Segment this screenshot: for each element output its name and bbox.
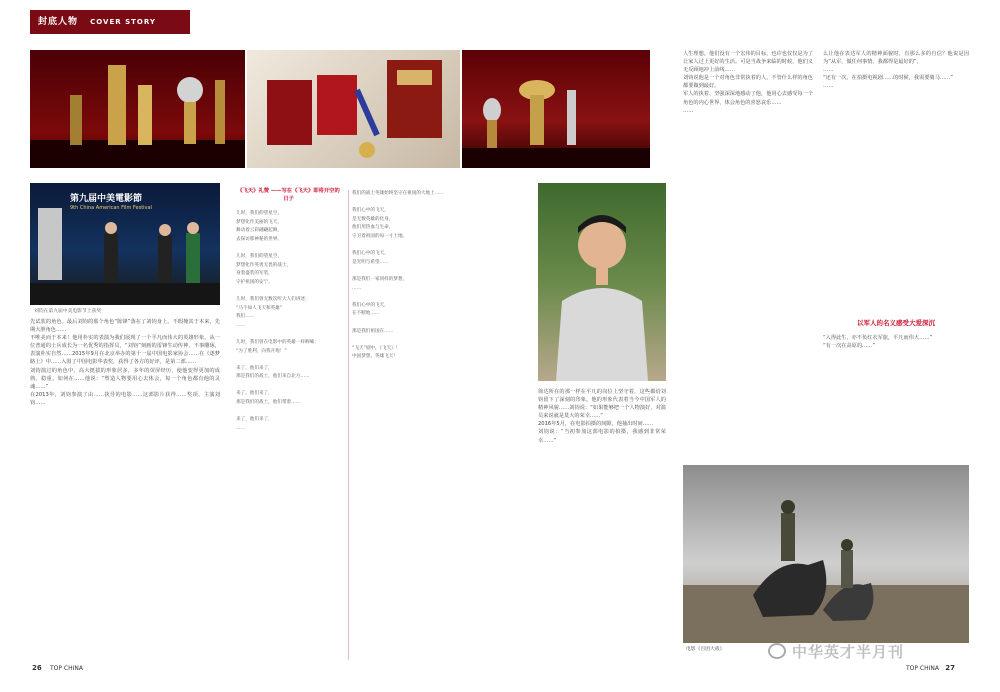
stage-illustration [30, 183, 220, 305]
body-column-2: 徐达所在的那一样在平凡的岗位上坚守着，这些都给刘钧留下了深刻的印象。他的形象代表着当今中国军人的精神风貌……刘钧说：“如果能够把一个人物演好，对演员来说就是莫大的荣幸……” 2016年5月，在电影拍摄的间隙，他抽出时间…… 刘钧说：“当初参加这部电影的拍摄，我感到非常荣幸……” [538, 389, 666, 444]
film-still-caption: 电影《百团大战》 [686, 647, 725, 652]
subheading: 以军人的名义感受大爱深沉 [857, 319, 935, 327]
wechat-icon [768, 643, 786, 659]
watermark-text: 中华英才半月刊 [792, 642, 905, 661]
left-folio [32, 664, 83, 672]
watermark-logo [768, 638, 978, 664]
right-page-number: 27 [945, 664, 955, 672]
section-label-en: COVER STORY [90, 18, 156, 26]
portrait-photo [538, 183, 666, 381]
film-still-photo [683, 465, 969, 643]
left-page-number: 26 [32, 664, 42, 672]
statuette-photo [462, 50, 650, 168]
left-magazine-name: TOP CHINA [49, 665, 83, 672]
poem-column-2: 我们的战士英雄始终坚守在祖国的大地上…… 我们心中的飞天， 是无数英雄的化身， 他们用热血与生命， 守卫着祖国的每一寸土地。 我们心中的飞天， 是光明与希望…… 那是我们一家同样的梦想， …… 我们心中的飞天， 在不断地…… 那是我们祖国在…… “飞天”剧中，《飞天》！ 中国梦想，英雄飞天！ [352, 191, 444, 360]
section-label-cn: 封底人物 [38, 17, 79, 27]
poem-divider [348, 190, 349, 660]
award-photo-caption: 刘钧在第九届中美电影节上获奖 [34, 309, 102, 314]
certificate-photo [247, 50, 460, 168]
award-banner: 第九届中美電影節 [70, 194, 143, 204]
right-magazine-name: TOP CHINA [906, 665, 939, 672]
portrait-illustration [538, 183, 666, 381]
award-photo [30, 183, 220, 305]
section-header [30, 10, 190, 34]
statuette-illustration [462, 50, 650, 168]
body-column-4: 么让他在表达军人的精神面貌时，有那么多的自信？他说是因为“从军，做任何事情，我都得是最好的”。 …… “还有一次，在拍摄电视剧……的时候，我需要骑马……” …… [823, 51, 969, 90]
certificate-illustration [247, 50, 460, 168]
right-folio [906, 664, 955, 672]
poem-column-1: 儿时，我们仰望星空， 梦想化作美丽的飞天， 舞动着云彩翩翩起舞， 去探访那神秘的世界。 儿时，我们仰望星空， 梦想化作英勇无畏的战士， 身着盛装的军装， 守护祖国的安宁。 儿时，我们曾无数次听大人们讲述： “马不如人飞天和英雄” 我们…… …… 儿时，我们曾在电影中的英雄一样呐喊： “为了胜利，向我开炮！” 来了，他们来了， 那是我们的战士，他们来自北方…… 来了，他们来了， 那是我们的战士，他们带着…… 来了，他们来了， …… [236, 211, 319, 431]
award-banner-en: 9th China American Film Festival [70, 205, 152, 211]
trophy-illustration [30, 50, 245, 168]
poem-title: 《飞天》礼赞 ——写在《飞天》即将开空的日子 [237, 188, 340, 202]
film-still-illustration [683, 465, 969, 643]
body-column-1: 先试装的角色。最后刘钧的那个角色“陈锋”落在了刘钧身上。不瑕掩其于本来，先期大胆角色…… 不唯美而于本来！他用朴实的表演为我们展现了一个平凡而伟大的英雄形象。从一位普通的士兵成长为一名优秀的指挥员，“刘钧”刻画的雷锋生动传神、不事雕琢，表演朴实自然……2015年9月在北京举办的第十一届中国电影家协会……在《逐梦路上》中……入围了中国电影华表奖，获得了各方的好评，是第二部…… 刘钧演过的角色中，高大挺拔的形象居多，多年的荧屏经历，使他变得更加的成熟、稳重。如何在……他说：“塑造人物要用心去体会，每一个角色都有他的灵魂……” 在2013年，刘钧参演了由……执导的电影……这部影片获得……奖项，主演刘钧…… [30, 319, 220, 406]
body-column-3: 人生理想。他们没有一个宏伟的目标，也许也仅仅是为了让家人过上更好的生活。可是当战争来临的时候，他们义无反顾地冲上前线…… 刘钧说他是一个对角色非常执着的人，不管什么样的角色都要做到最好。 军人的执着、坚强深深地感动了他，他用心去感受每一个角色的内心世界，体会角色的喜怒哀乐…… …… [683, 51, 813, 114]
trophy-photo [30, 50, 245, 168]
body-column-4b: “入得此生，亦不负红衣军旅，平凡而伟大……” “有一次在高原的……” [823, 335, 933, 350]
